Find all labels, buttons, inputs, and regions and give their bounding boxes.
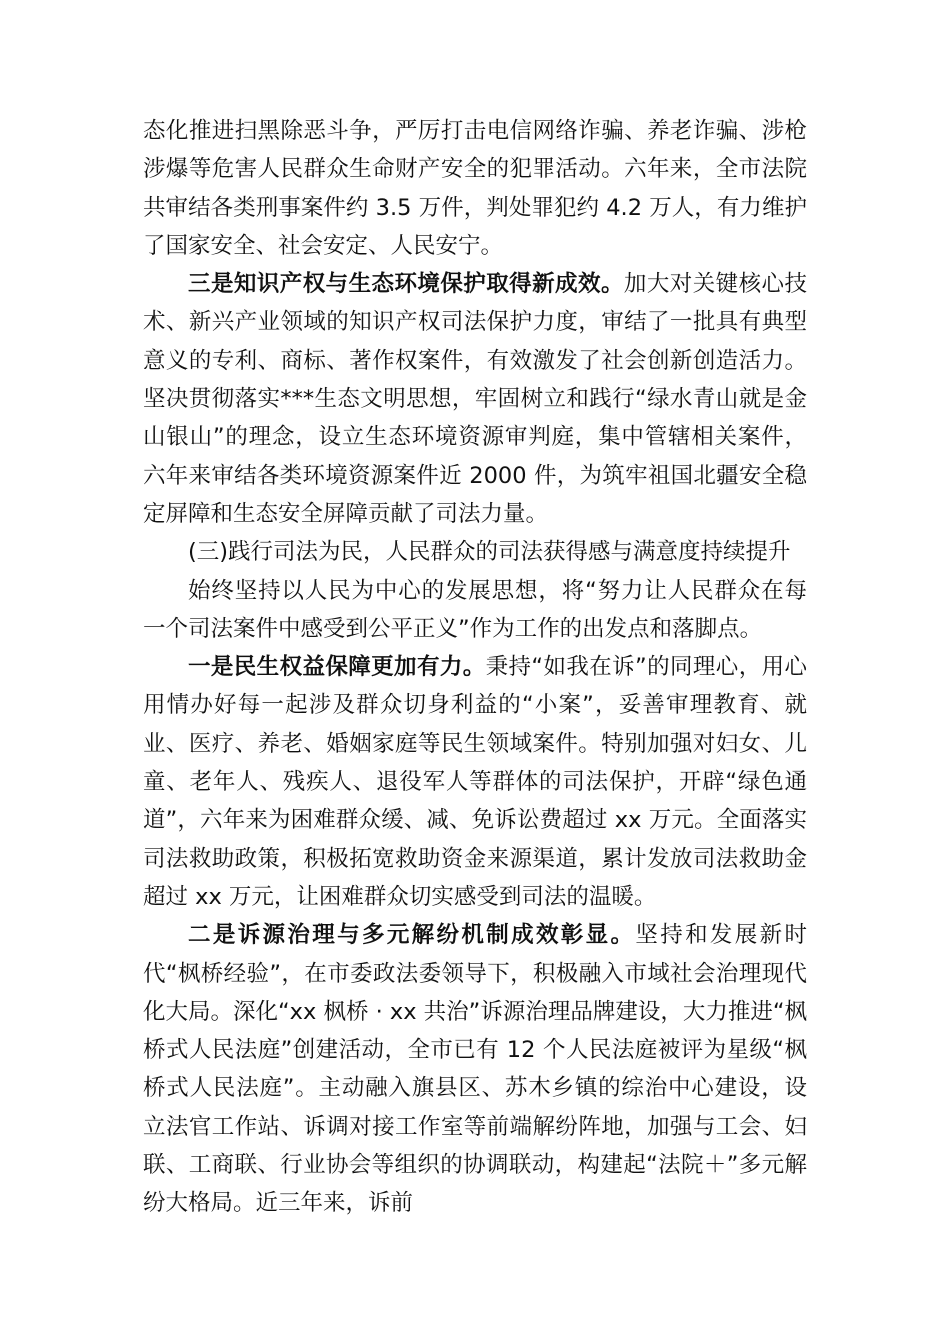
paragraph-text: 坚持和发展新时代“枫桥经验”，在市委政法委领导下，积极融入市域社会治理现代化大局。深化“xx 枫桥 · xx 共治”诉源治理品牌建设，大力推进“枫桥式人民法庭”创建活动，全市已有 12 个人民法庭被评为星级“枫桥式人民法庭”。主动融入旗县区、苏木乡镇的综治中心建设，设立法官工作站、诉调对接工作室等前端解纷阵地，加强与工会、妇联、工商联、行业协会等组织的协调联动，构建起“法院＋”多元解纷大格局。近三年来，诉前 bbox=[143, 922, 807, 1217]
heading-text: (三)践行司法为民，人民群众的司法获得感与满意度持续提升 bbox=[188, 539, 791, 566]
paragraph-lead: 二是诉源治理与多元解纷机制成效彰显。 bbox=[188, 922, 636, 949]
paragraph-livelihood-rights bbox=[143, 648, 807, 916]
paragraph-people-centered bbox=[143, 572, 807, 649]
paragraph-text: 加大对关键核心技术、新兴产业领域的知识产权司法保护力度，审结了一批具有典型意义的专利、商标、著作权案件，有效激发了社会创新创造活力。坚决贯彻落实***生态文明思想，牢固树立和践行“绿水青山就是金山银山”的理念，设立生态环境资源审判庭，集中管辖相关案件，六年来审结各类环境资源案件近 2000 件，为筑牢祖国北疆安全稳定屏障和生态安全屏障贡献了司法力量。 bbox=[143, 271, 807, 527]
paragraph-dispute-resolution bbox=[143, 916, 807, 1222]
section-heading-justice-for-people bbox=[143, 533, 807, 571]
paragraph-criminal-cases bbox=[143, 112, 807, 265]
paragraph-text: 秉持“如我在诉”的同理心，用心用情办好每一起涉及群众切身利益的“小案”，妥善审理教育、就业、医疗、养老、婚姻家庭等民生领域案件。特别加强对妇女、儿童、老年人、残疾人、退役军人等群体的司法保护，开辟“绿色通道”，六年来为困难群众缓、减、免诉讼费超过 xx 万元。全面落实司法救助政策，积极拓宽救助资金来源渠道，累计发放司法救助金超过 xx 万元，让困难群众切实感受到司法的温暖。 bbox=[143, 654, 807, 910]
paragraph-lead: 一是民生权益保障更加有力。 bbox=[188, 654, 486, 681]
paragraph-text: 态化推进扫黑除恶斗争，严厉打击电信网络诈骗、养老诈骗、涉枪涉爆等危害人民群众生命财产安全的犯罪活动。六年来，全市法院共审结各类刑事案件约 3.5 万件，判处罪犯约 4.2 万人，有力维护了国家安全、社会安定、人民安宁。 bbox=[143, 118, 807, 259]
document-body bbox=[143, 112, 807, 1223]
paragraph-lead: 三是知识产权与生态环境保护取得新成效。 bbox=[188, 271, 624, 298]
paragraph-ip-environment bbox=[143, 265, 807, 533]
paragraph-text: 始终坚持以人民为中心的发展思想，将“努力让人民群众在每一个司法案件中感受到公平正义”作为工作的出发点和落脚点。 bbox=[143, 577, 807, 642]
